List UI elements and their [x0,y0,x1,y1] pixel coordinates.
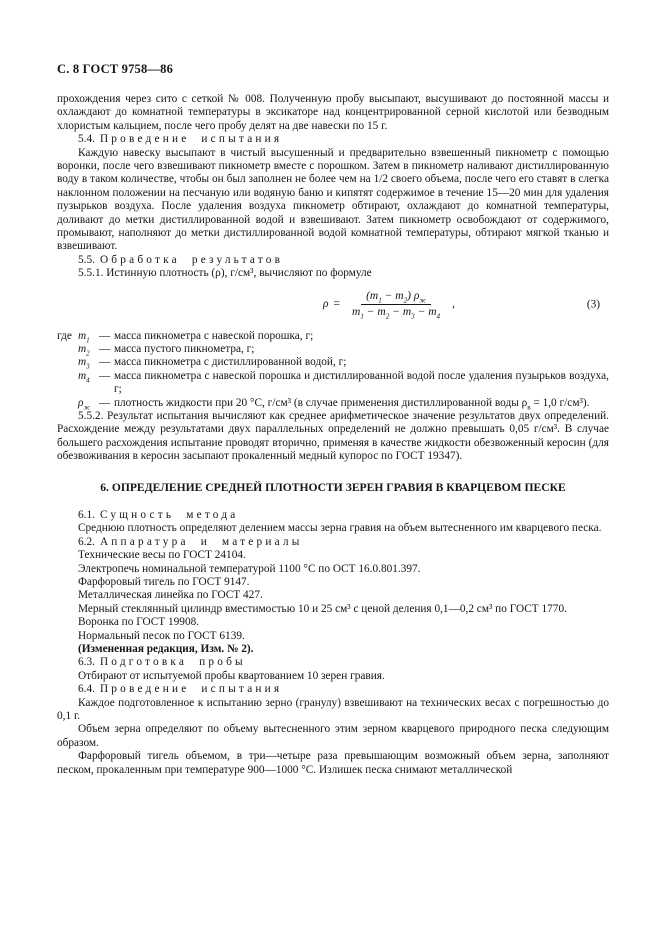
section-heading-title: Подготовка пробы [99,656,246,669]
heading-6-3 [57,656,609,669]
dash: — [99,329,111,342]
paragraph-6-4-volume: Объем зерна определяют по объему вытесненного этим зерном кварцевого природного песка следующим образом. [57,723,609,749]
dash: — [99,342,111,355]
paragraph-5-5-2: 5.5.2. Результат испытания вычисляют как среднее арифметическое значение результатов двух определений. Расхождение между результатами двух параллельных определений не должно превышать 0,05 г/см³. В случае большего расхождения испытание проводят вторично, применяя в качестве жидкости обезвоженный керосин (для обезвоживания в керосин засыпают прокаленный медный купорос по ГОСТ 19347). [57,409,609,463]
apparatus-item-sand: Нормальный песок по ГОСТ 6139. [78,629,245,642]
formula-denominator: $m_1 - m_2 - m_3 - m_4$ [352,306,441,321]
symbol-m4: $m_4$ [78,369,90,384]
apparatus-item-ruler: Металлическая линейка по ГОСТ 427. [78,589,263,602]
paragraph-5-4: Каждую навеску высыпают в чистый высушенный и предварительно взвешенный пикнометр с помощью воронки, после чего взвешивают пикнометр вместе с порошком. Затем в пикнометр наливают дистиллированную воду в таком количестве, чтобы он был заполнен не более чем на 1/2 своего объема, после чего его ставят в слегка наклонном положении на песчаную или водяную баню и кипятят содержимое в течение 15—20 мин для удаления пузырьков воздуха. После удаления воздуха пикнометр обтирают, охлаждают до комнатной температуры, доливают до метки дистиллированной водой и взвешивают. Затем пикнометр освобождают от содержимого, промывают, наполняют до метки дистиллированной водой комнатной температуры, обтирают мягкой тканью и взвешивают. [57,146,609,253]
section-heading-title: Проведение испытания [99,683,283,696]
intro-paragraph: прохождения через сито с сеткой № 008. Полученную пробу высыпают, высушивают до постоянной массы и охлаждают до комнатной температуры в эксикаторе над концентрированной серной кислотой или безводным хлористым кальцием, после чего пробу делят на две навески по 15 г. [57,93,609,132]
paragraph-6-4-weighing: Каждое подготовленное к испытанию зерно (гранулу) взвешивают на технических весах с погрешностью до 0,1 г. [57,696,609,723]
where-row-m4 [57,370,609,397]
section-number: 5.4. [78,133,95,146]
formula-relation: = [333,297,341,310]
where-label: где [57,329,72,342]
apparatus-item-funnel: Воронка по ГОСТ 19908. [78,616,200,629]
symbol-m1: $m_1$ [78,329,90,344]
section-heading-title: Проведение испытания [99,133,283,146]
heading-5-4 [57,133,609,146]
apparatus-item-furnace: Электропечь номинальной температурой 1100 °С по ОСТ 16.0.801.397. [78,562,421,575]
heading-5-5 [57,254,609,267]
definition-rho-zh: плотность жидкости при 20 °С, г/см³ (в случае применения дистиллированной воды $\rho_в = 1,0$ г/см³). [114,396,590,411]
where-row-rho [57,397,609,410]
formula-lhs: ρ [323,297,329,310]
fraction [347,290,445,320]
chapter-6-title: 6. ОПРЕДЕЛЕНИЕ СРЕДНЕЙ ПЛОТНОСТИ ЗЕРЕН ГРАВИЯ В КВАРЦЕВОМ ПЕСКЕ [100,480,566,494]
dash: — [99,356,111,369]
definition-m4: масса пикнометра с навеской порошка и дистиллированной водой после удаления пузырьков воздуха, г; [114,369,609,396]
symbol-rho-zh: $\rho_ж$ [78,396,90,411]
symbol-m3: $m_3$ [78,356,90,371]
definition-m2: масса пустого пикнометра, г; [114,342,255,355]
formula-trailing-comma: , [452,297,455,310]
section-number: 6.1. [78,508,95,521]
heading-6-4 [57,683,609,696]
where-row-m2 [57,343,609,356]
paragraph-6-1: Среднюю плотность определяют делением массы зерна гравия на объем вытесненного им кварцевого песка. [78,522,602,535]
section-heading-title: Аппаратура и материалы [99,535,303,548]
section-heading-title: Обработка результатов [99,253,284,266]
dash: — [99,396,111,409]
where-row-m3 [57,356,609,369]
formula-numerator: $(m_1 - m_2)$ $\rho_ж$ [361,290,431,305]
apparatus-item-cylinder: Мерный стеклянный цилиндр вместимостью 10 и 25 см³ с ценой деления 0,1—0,2 см³ по ГОСТ 1770. [78,602,567,615]
density-formula [323,290,455,320]
where-list [57,330,609,410]
section-number: 6.3. [78,656,95,669]
section-number: 6.4. [78,683,95,696]
definition-m3: масса пикнометра с дистиллированной водой, г; [114,356,347,369]
dash: — [99,369,111,382]
paragraph-6-3: Отбирают от испытуемой пробы квартованием 10 зерен гравия. [78,669,385,682]
running-header: С. 8 ГОСТ 9758—86 [57,62,174,76]
document-body [57,93,609,777]
definition-m1: масса пикнометра с навеской порошка, г; [114,329,314,342]
symbol-m2: $m_2$ [78,342,90,358]
section-number: 6.2. [78,535,95,548]
section-number: 5.5. [78,253,95,266]
equation-number: (3) [586,297,600,310]
density-formula-block [57,290,609,320]
paragraph-5-5-1: 5.5.1. Истинную плотность (ρ), г/см³, вычисляют по формуле [78,267,372,280]
amendment-note: (Измененная редакция, Изм. № 2). [78,643,254,656]
where-row-m1 [57,330,609,343]
heading-6-1 [57,509,609,522]
paragraph-6-4-crucible: Фарфоровый тигель объемом, в три—четыре раза превышающим возможный объем зерна, заполняют песком, прокаленным при температуре 900—1000 °С. Излишек песка снимают металлической [57,750,609,776]
apparatus-item-scales: Технические весы по ГОСТ 24104. [78,549,246,562]
apparatus-item-crucible: Фарфоровый тигель по ГОСТ 9147. [78,576,250,588]
heading-6-2 [57,536,609,549]
section-heading-title: Сущность метода [99,508,239,521]
